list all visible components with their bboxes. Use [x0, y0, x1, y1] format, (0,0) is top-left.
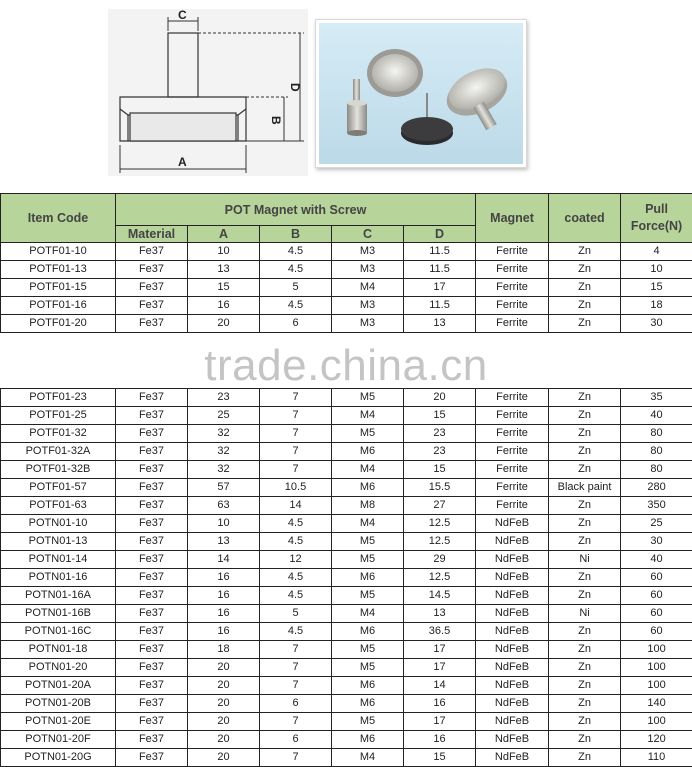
table-cell: M3 [332, 243, 404, 261]
table-cell: Ferrite [476, 497, 549, 515]
table-cell: POTF01-15 [1, 279, 116, 297]
table-cell: 15.5 [404, 479, 476, 497]
table-cell: Fe37 [116, 261, 188, 279]
table-cell: Fe37 [116, 749, 188, 767]
table-cell: 280 [621, 479, 692, 497]
table-cell: NdFeB [476, 515, 549, 533]
table-cell: M6 [332, 443, 404, 461]
table-cell: M5 [332, 641, 404, 659]
table-cell: 4.5 [260, 533, 332, 551]
header-a: A [188, 226, 260, 243]
table-cell: M4 [332, 461, 404, 479]
table-cell: 20 [188, 315, 260, 333]
table-cell: POTF01-16 [1, 297, 116, 315]
table-row [1, 677, 692, 695]
table-cell: 20 [188, 749, 260, 767]
table-cell: Ferrite [476, 443, 549, 461]
table-cell: NdFeB [476, 749, 549, 767]
table-cell: 25 [621, 515, 692, 533]
table-cell: Fe37 [116, 515, 188, 533]
table-cell: Fe37 [116, 605, 188, 623]
table-cell: NdFeB [476, 551, 549, 569]
table-cell: 12 [260, 551, 332, 569]
table-row [1, 243, 692, 261]
table-cell: 15 [621, 279, 692, 297]
table-cell: POTF01-63 [1, 497, 116, 515]
table-cell: NdFeB [476, 731, 549, 749]
table-cell: POTN01-20E [1, 713, 116, 731]
table-body [1, 243, 692, 767]
table-cell: 120 [621, 731, 692, 749]
table-cell: 11.5 [404, 261, 476, 279]
table-cell: 7 [260, 677, 332, 695]
table-cell: 20 [188, 695, 260, 713]
table-cell: 4.5 [260, 623, 332, 641]
table-cell: 10.5 [260, 479, 332, 497]
header-material: Material [116, 226, 188, 243]
table-cell: 80 [621, 461, 692, 479]
table-row [1, 605, 692, 623]
table-cell: 10 [621, 261, 692, 279]
table-cell: 32 [188, 425, 260, 443]
table-cell: 17 [404, 279, 476, 297]
table-cell: 5 [260, 279, 332, 297]
table-cell: 4.5 [260, 569, 332, 587]
table-cell: POTN01-14 [1, 551, 116, 569]
table-cell: M4 [332, 407, 404, 425]
table-cell: 15 [404, 749, 476, 767]
table-cell: Zn [549, 297, 621, 315]
table-row [1, 407, 692, 425]
table-row [1, 479, 692, 497]
table-row [1, 315, 692, 333]
table-cell: Zn [549, 695, 621, 713]
table-cell: 12.5 [404, 533, 476, 551]
table-cell: Zn [549, 407, 621, 425]
dim-label-a: A [178, 155, 187, 169]
table-cell: 17 [404, 659, 476, 677]
table-cell: Zn [549, 461, 621, 479]
table-cell: POTN01-16B [1, 605, 116, 623]
table-cell: Ferrite [476, 407, 549, 425]
table-cell: POTN01-16A [1, 587, 116, 605]
header-pull-force: Pull Force(N) [621, 194, 692, 243]
table-cell: Zn [549, 443, 621, 461]
table-cell: 350 [621, 497, 692, 515]
table-row [1, 497, 692, 515]
table-cell: Ni [549, 551, 621, 569]
table-cell: 15 [404, 461, 476, 479]
table-cell: Fe37 [116, 315, 188, 333]
table-cell: Zn [549, 587, 621, 605]
table-row [1, 425, 692, 443]
table-cell: 7 [260, 713, 332, 731]
table-cell: 17 [404, 713, 476, 731]
table-cell: Zn [549, 243, 621, 261]
table-row [1, 623, 692, 641]
table-cell: 23 [404, 443, 476, 461]
table-cell: Ni [549, 605, 621, 623]
table-cell: M6 [332, 569, 404, 587]
table-cell: 23 [188, 389, 260, 407]
table-cell: 57 [188, 479, 260, 497]
table-cell: 16 [188, 297, 260, 315]
table-cell: 16 [188, 587, 260, 605]
table-cell: 14 [404, 677, 476, 695]
table-cell: NdFeB [476, 605, 549, 623]
table-cell: 15 [404, 407, 476, 425]
table-cell: Ferrite [476, 261, 549, 279]
table-cell: 4.5 [260, 515, 332, 533]
table-cell: M5 [332, 713, 404, 731]
dim-label-d: D [288, 83, 302, 92]
table-cell: M5 [332, 425, 404, 443]
table-cell: 63 [188, 497, 260, 515]
table-cell: 7 [260, 659, 332, 677]
table-cell: Ferrite [476, 479, 549, 497]
dim-label-b: B [269, 116, 283, 125]
table-cell: M5 [332, 551, 404, 569]
table-cell: POTN01-10 [1, 515, 116, 533]
table-cell: Fe37 [116, 659, 188, 677]
table-cell: M4 [332, 515, 404, 533]
table-cell: Ferrite [476, 279, 549, 297]
table-cell: POTF01-25 [1, 407, 116, 425]
header-d: D [404, 226, 476, 243]
header-coated: coated [549, 194, 621, 243]
table-cell: 80 [621, 443, 692, 461]
table-cell: Fe37 [116, 695, 188, 713]
table-cell: 60 [621, 605, 692, 623]
table-cell: NdFeB [476, 623, 549, 641]
table-cell: Zn [549, 569, 621, 587]
table-cell: 11.5 [404, 243, 476, 261]
table-cell: Zn [549, 425, 621, 443]
table-cell: 32 [188, 443, 260, 461]
table-cell: 16 [188, 605, 260, 623]
table-cell: Fe37 [116, 569, 188, 587]
table-cell: Zn [549, 261, 621, 279]
table-cell: 13 [404, 315, 476, 333]
table-cell: 20 [188, 713, 260, 731]
table-row [1, 297, 692, 315]
table-cell: POTN01-20A [1, 677, 116, 695]
table-cell: 36.5 [404, 623, 476, 641]
table-cell: POTF01-32A [1, 443, 116, 461]
table-cell: 13 [188, 533, 260, 551]
table-cell: 7 [260, 641, 332, 659]
table-cell: POTN01-20F [1, 731, 116, 749]
table-cell: 13 [404, 605, 476, 623]
table-cell: 25 [188, 407, 260, 425]
table-cell: 100 [621, 713, 692, 731]
table-cell: M6 [332, 731, 404, 749]
table-row [1, 695, 692, 713]
table-cell: 4 [621, 243, 692, 261]
table-cell: 4.5 [260, 297, 332, 315]
table-cell: M5 [332, 533, 404, 551]
table-cell: 10 [188, 243, 260, 261]
table-cell: 32 [188, 461, 260, 479]
table-cell: Fe37 [116, 497, 188, 515]
table-cell: 27 [404, 497, 476, 515]
table-cell: Fe37 [116, 297, 188, 315]
table-row [1, 731, 692, 749]
table-cell: 10 [188, 515, 260, 533]
table-cell: 7 [260, 407, 332, 425]
table-cell: Fe37 [116, 533, 188, 551]
table-cell: Zn [549, 315, 621, 333]
table-cell: M5 [332, 659, 404, 677]
table-row [1, 261, 692, 279]
table-cell: M4 [332, 279, 404, 297]
table-cell: Ferrite [476, 243, 549, 261]
table-cell: POTF01-23 [1, 389, 116, 407]
table-cell: 7 [260, 461, 332, 479]
table-cell: Fe37 [116, 641, 188, 659]
table-cell: POTN01-16C [1, 623, 116, 641]
header-b: B [260, 226, 332, 243]
table-cell: M6 [332, 677, 404, 695]
table-row [1, 641, 692, 659]
table-cell: POTF01-57 [1, 479, 116, 497]
table-cell: 4.5 [260, 587, 332, 605]
table-cell: NdFeB [476, 695, 549, 713]
table-cell: 6 [260, 315, 332, 333]
table-cell: 60 [621, 623, 692, 641]
table-cell: 18 [188, 641, 260, 659]
table-cell: NdFeB [476, 713, 549, 731]
table-cell: Zn [549, 713, 621, 731]
table-cell: 15 [188, 279, 260, 297]
table-cell: Ferrite [476, 389, 549, 407]
table-cell: 80 [621, 425, 692, 443]
table-cell: 16 [404, 695, 476, 713]
table-cell: Zn [549, 389, 621, 407]
table-cell: 60 [621, 587, 692, 605]
table-cell: Fe37 [116, 731, 188, 749]
table-row [1, 659, 692, 677]
table-cell: Fe37 [116, 551, 188, 569]
product-photo [319, 23, 523, 164]
table-cell: 20 [188, 731, 260, 749]
header-pot-magnet-group: POT Magnet with Screw [116, 194, 476, 226]
table-cell: Zn [549, 279, 621, 297]
table-cell: 12.5 [404, 515, 476, 533]
table-cell: M5 [332, 389, 404, 407]
table-cell: Zn [549, 731, 621, 749]
table-cell: POTF01-10 [1, 243, 116, 261]
table-cell: 140 [621, 695, 692, 713]
table-cell: NdFeB [476, 677, 549, 695]
table-cell: M6 [332, 695, 404, 713]
table-cell: 60 [621, 569, 692, 587]
table-cell: Fe37 [116, 425, 188, 443]
table-cell: POTN01-20G [1, 749, 116, 767]
table-cell: POTN01-18 [1, 641, 116, 659]
technical-drawing [108, 9, 308, 176]
table-cell: 23 [404, 425, 476, 443]
table-cell: Zn [549, 533, 621, 551]
table-cell: Fe37 [116, 443, 188, 461]
table-row [1, 749, 692, 767]
table-cell: NdFeB [476, 659, 549, 677]
table-cell: NdFeB [476, 569, 549, 587]
watermark: trade.china.cn [204, 341, 488, 390]
table-cell: 16 [188, 623, 260, 641]
table-cell: 30 [621, 533, 692, 551]
table-row [1, 461, 692, 479]
table-cell: Zn [549, 515, 621, 533]
table-cell: 100 [621, 641, 692, 659]
table-cell: Fe37 [116, 461, 188, 479]
table-cell: M8 [332, 497, 404, 515]
header-c: C [332, 226, 404, 243]
table-cell: 16 [188, 569, 260, 587]
table-cell: Fe37 [116, 623, 188, 641]
table-cell: 7 [260, 749, 332, 767]
product-photo-frame [315, 19, 527, 168]
table-row [1, 569, 692, 587]
table-cell: Zn [549, 749, 621, 767]
spec-table [0, 193, 692, 767]
table-cell: Zn [549, 659, 621, 677]
table-cell: POTF01-13 [1, 261, 116, 279]
table-cell: 13 [188, 261, 260, 279]
table-cell: NdFeB [476, 533, 549, 551]
table-cell: 20 [188, 677, 260, 695]
table-cell: 4.5 [260, 261, 332, 279]
table-cell: 29 [404, 551, 476, 569]
header-item-code: Item Code [1, 194, 116, 243]
table-cell: Fe37 [116, 677, 188, 695]
table-cell: Fe37 [116, 389, 188, 407]
table-row [1, 713, 692, 731]
table-cell: 20 [188, 659, 260, 677]
table-cell: 40 [621, 551, 692, 569]
table-cell: POTF01-20 [1, 315, 116, 333]
table-cell: Ferrite [476, 425, 549, 443]
table-cell: Fe37 [116, 407, 188, 425]
table-cell: M3 [332, 297, 404, 315]
header-magnet: Magnet [476, 194, 549, 243]
table-cell: Fe37 [116, 243, 188, 261]
table-cell: Zn [549, 497, 621, 515]
table-cell: Fe37 [116, 713, 188, 731]
table-cell: NdFeB [476, 587, 549, 605]
table-cell: 110 [621, 749, 692, 767]
table-cell: M5 [332, 587, 404, 605]
table-cell: 12.5 [404, 569, 476, 587]
table-cell: 40 [621, 407, 692, 425]
table-cell: Zn [549, 641, 621, 659]
table-row [1, 533, 692, 551]
table-cell: 7 [260, 389, 332, 407]
table-cell: M4 [332, 749, 404, 767]
table-cell: M3 [332, 315, 404, 333]
table-cell: Fe37 [116, 279, 188, 297]
table-cell: 16 [404, 731, 476, 749]
dim-label-c: C [178, 9, 187, 22]
table-cell: 6 [260, 695, 332, 713]
table-cell: POTN01-20B [1, 695, 116, 713]
table-cell: 6 [260, 731, 332, 749]
table-cell: 11.5 [404, 297, 476, 315]
table-cell: 35 [621, 389, 692, 407]
table-cell: Ferrite [476, 315, 549, 333]
table-cell: Ferrite [476, 297, 549, 315]
table-row [1, 279, 692, 297]
table-cell: 5 [260, 605, 332, 623]
table-cell: Fe37 [116, 587, 188, 605]
table-cell: 100 [621, 659, 692, 677]
table-cell: 100 [621, 677, 692, 695]
table-cell: 14.5 [404, 587, 476, 605]
table-cell: Black paint [549, 479, 621, 497]
table-cell: POTF01-32 [1, 425, 116, 443]
table-row [1, 551, 692, 569]
table-cell: 7 [260, 443, 332, 461]
table-cell: Zn [549, 677, 621, 695]
table-cell: 18 [621, 297, 692, 315]
table-cell: 4.5 [260, 243, 332, 261]
table-cell: Ferrite [476, 461, 549, 479]
table-cell: Zn [549, 623, 621, 641]
table-cell: 17 [404, 641, 476, 659]
table-cell: 20 [404, 389, 476, 407]
table-cell: M6 [332, 479, 404, 497]
table-cell: 7 [260, 425, 332, 443]
table-cell: POTF01-32B [1, 461, 116, 479]
table-cell: NdFeB [476, 641, 549, 659]
table-cell: 14 [260, 497, 332, 515]
table-row [1, 443, 692, 461]
table-row [1, 587, 692, 605]
table-cell: M4 [332, 605, 404, 623]
table-cell: M6 [332, 623, 404, 641]
table-cell: Fe37 [116, 479, 188, 497]
table-cell: POTN01-20 [1, 659, 116, 677]
table-cell: POTN01-16 [1, 569, 116, 587]
table-cell: POTN01-13 [1, 533, 116, 551]
table-row [1, 515, 692, 533]
table-cell: 14 [188, 551, 260, 569]
table-cell: 30 [621, 315, 692, 333]
table-cell: M3 [332, 261, 404, 279]
